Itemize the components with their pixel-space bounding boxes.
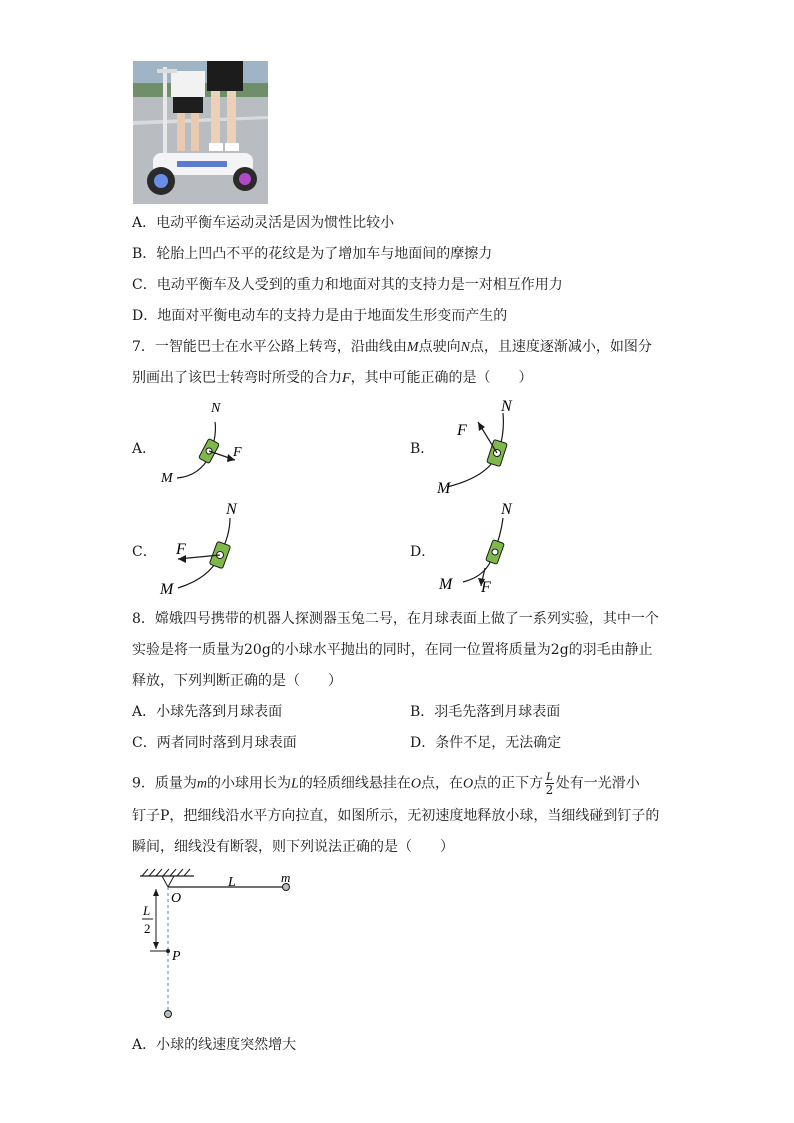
svg-text:F: F [481,579,491,596]
svg-text:M: M [437,480,451,497]
svg-text:N: N [501,501,512,518]
svg-text:L: L [228,875,236,890]
q7-figure-a [155,400,265,490]
q9-pendulum-figure [134,868,304,1020]
q7-figure-a-label: A． [132,441,157,457]
svg-text:F: F [176,541,186,558]
q8-option-b: B．羽毛先落到月球表面 [410,704,561,720]
q6-option-a: A．电动平衡车运动灵活是因为惯性比较小 [132,215,395,231]
q9-option-a: A．小球的线速度突然增大 [132,1037,297,1053]
q6-option-c: C．电动平衡车及人受到的重力和地面对其的支持力是一对相互作用力 [132,277,563,293]
svg-text:M: M [160,581,174,598]
q9-stem-line3: 瞬间，细线没有断裂，则下列说法正确的是（ ） [132,839,454,855]
svg-text:F: F [457,422,467,439]
q7-figure-b-label: B． [410,441,435,457]
q8-option-a: A．小球先落到月球表面 [132,704,283,720]
svg-text:N: N [211,401,221,416]
svg-text:M: M [439,576,453,593]
q7-figure-b [435,395,545,500]
q7-figure-d-label: D． [410,544,436,560]
q8-option-d: D．条件不足，无法确定 [410,735,562,751]
q9-fraction: $\frac{L}{2}$ [545,769,554,797]
svg-text:F: F [233,445,242,460]
svg-text:2: 2 [144,921,151,936]
q8-stem-line1: 8．嫦娥四号携带的机器人探测器玉兔二号，在月球表面上做了一系列实验，其中一个 [132,611,659,627]
q9-stem-line1: 9．质量为m的小球用长为L的轻质细线悬挂在O点，在O点的正下方 $\frac{L}{2}$ 处有一光滑小 [132,769,640,797]
svg-text:M: M [161,471,173,486]
svg-text:L: L [143,903,151,918]
q7-stem-line2: 别画出了该巴士转弯时所受的合力F，其中可能正确的是（ ） [132,370,533,386]
svg-text:N: N [226,501,237,518]
svg-text:O: O [171,891,182,906]
svg-text:P: P [172,949,181,964]
q7-figure-c-label: C． [132,544,157,560]
q7-stem-line1: 7．一智能巴士在水平公路上转弯，沿曲线由M点驶向N点，且速度逐渐减小，如图分 [132,339,652,355]
q8-stem-line3: 释放，下列判断正确的是（ ） [132,673,342,689]
balance-scooter-photo [133,61,268,204]
svg-text:m: m [281,870,291,885]
q7-figure-c [158,500,268,600]
q6-option-b: B．轮胎上凹凸不平的花纹是为了增加车与地面间的摩擦力 [132,246,493,262]
q8-option-c: C．两者同时落到月球表面 [132,735,297,751]
q9-stem-line2: 钉子P，把细线沿水平方向拉直，如图所示，无初速度地释放小球，当细线碰到钉子的 [132,808,660,824]
q7-figure-d [435,500,545,600]
svg-text:N: N [501,398,512,415]
q8-stem-line2: 实验是将一质量为20g的小球水平抛出的同时，在同一位置将质量为2g的羽毛由静止 [132,642,653,658]
q6-option-d: D．地面对平衡电动车的支持力是由于地面发生形变而产生的 [132,308,508,324]
